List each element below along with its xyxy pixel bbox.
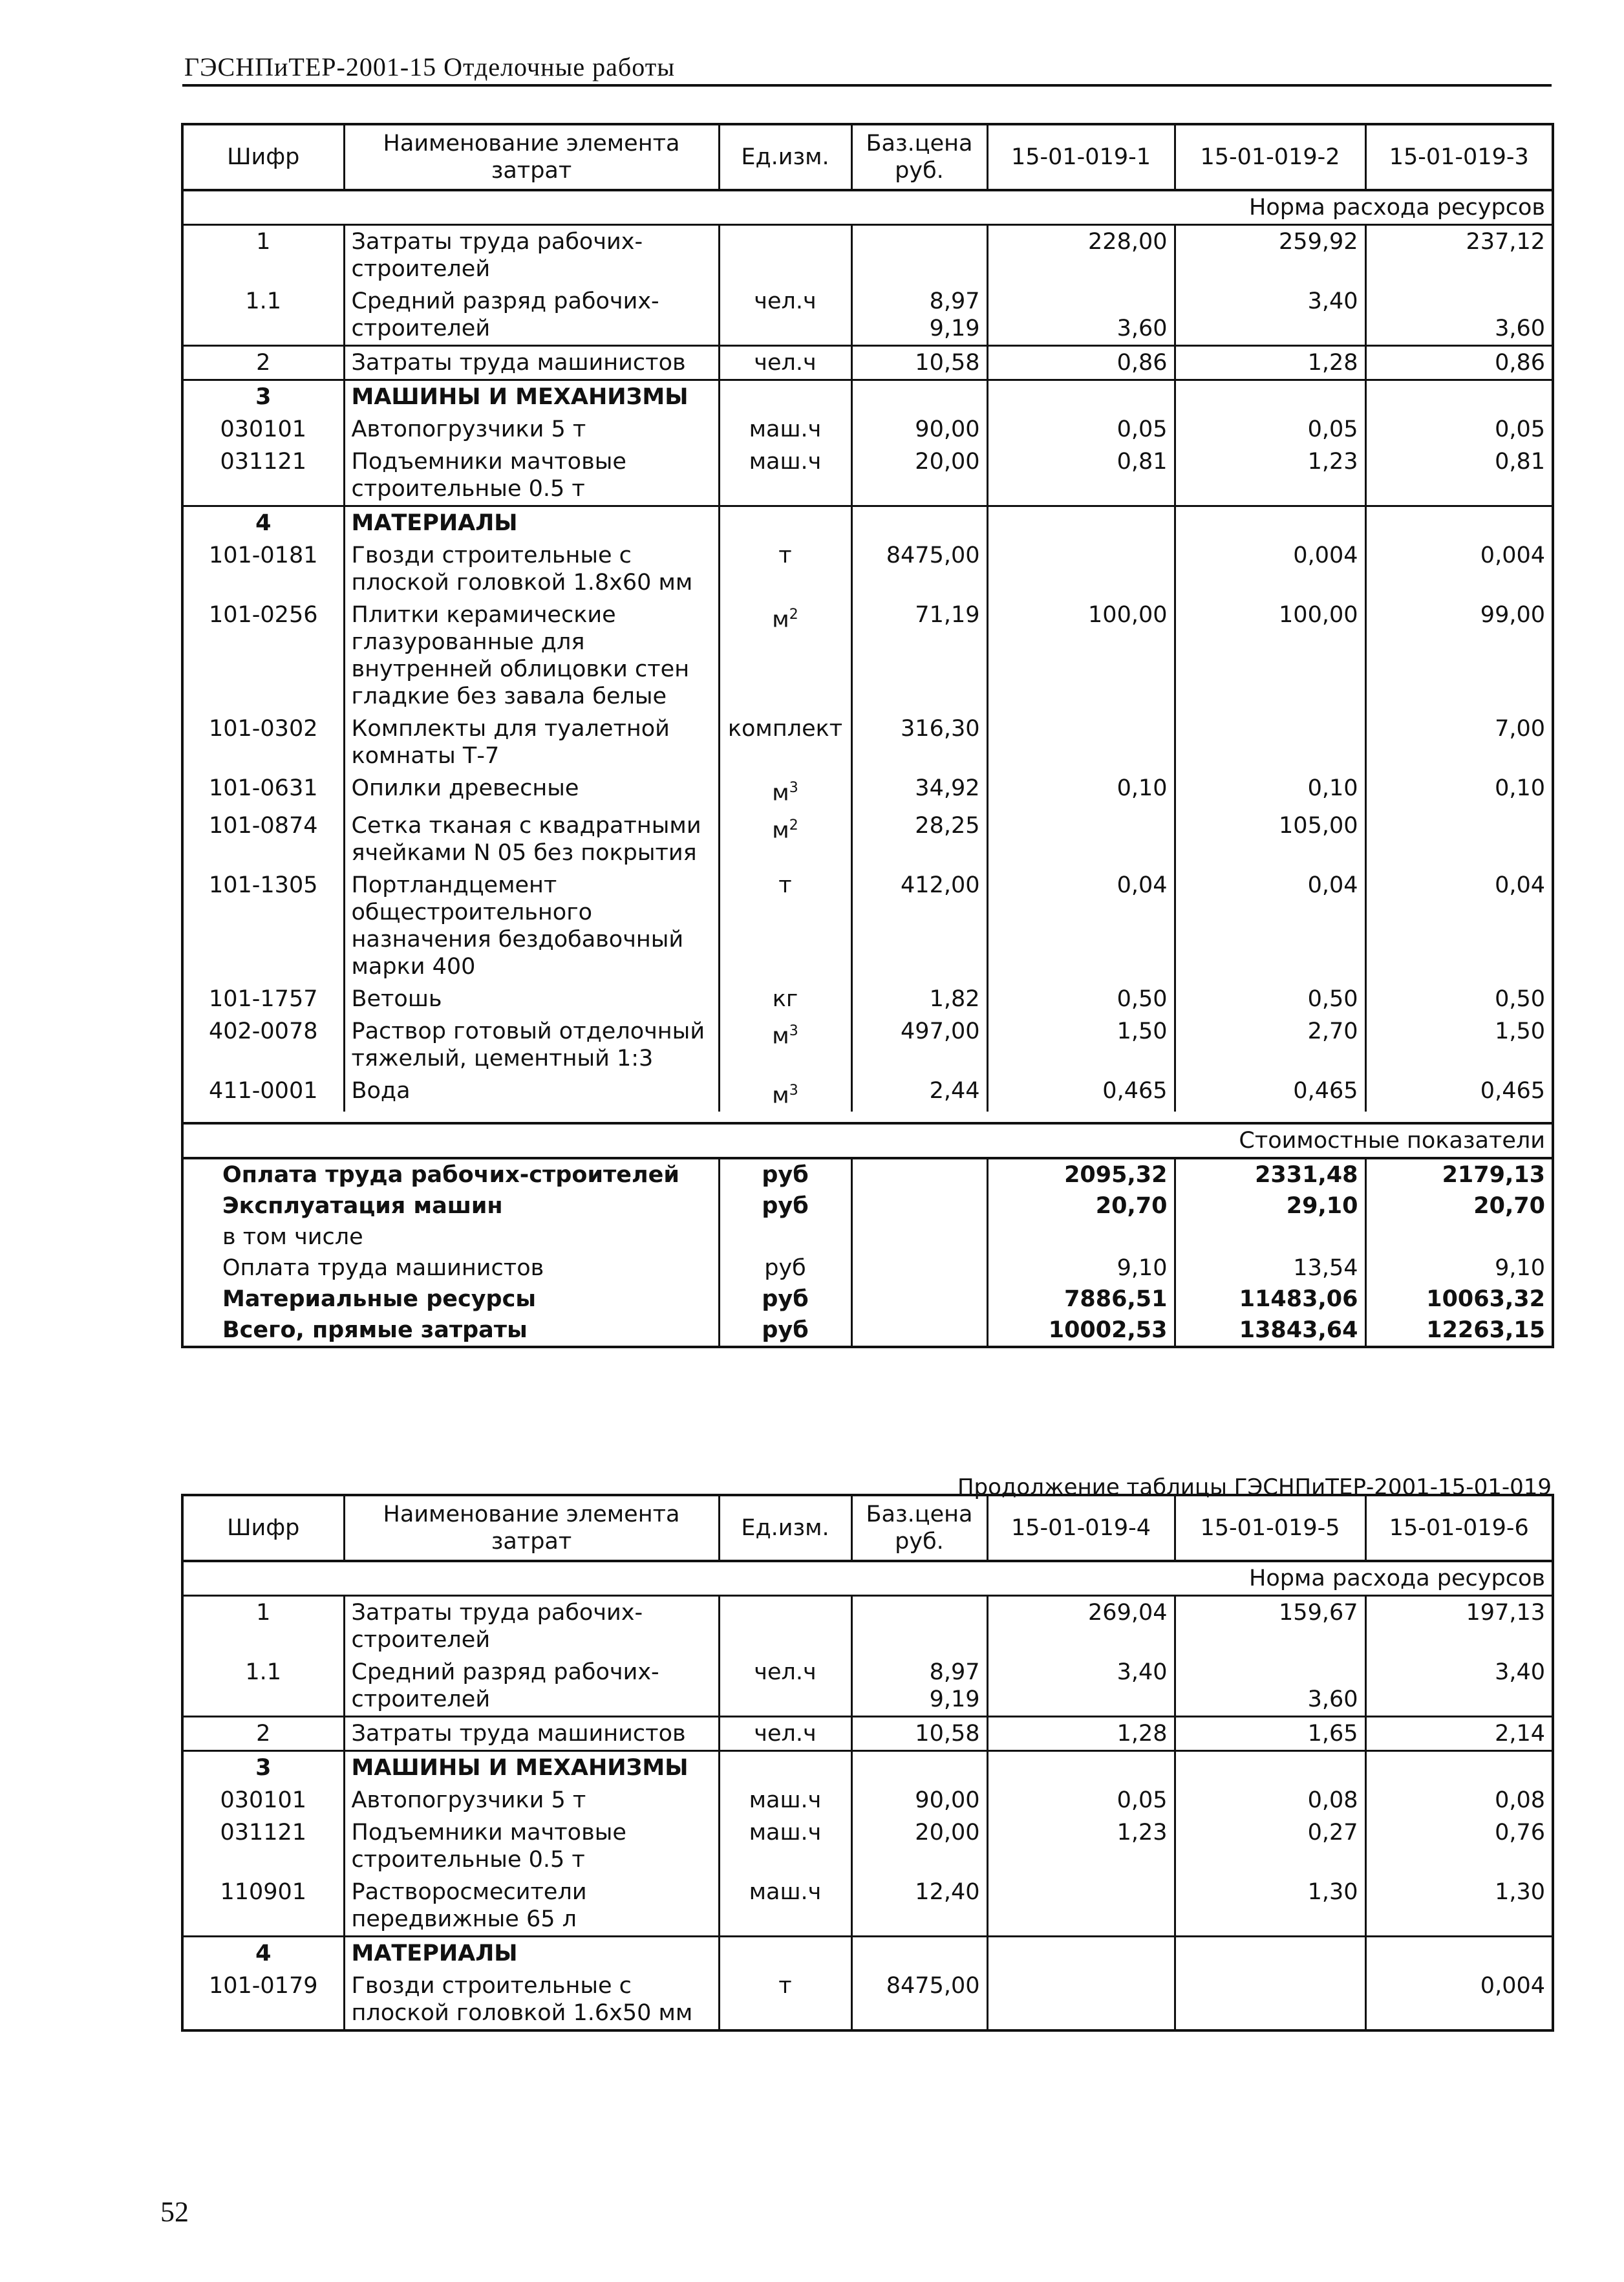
value-cell: 1,30 — [1365, 1876, 1553, 1937]
value-cell — [1365, 1656, 1553, 1717]
value-cell — [987, 1222, 1175, 1253]
value-line — [1373, 288, 1546, 315]
table-header-row — [182, 1495, 1553, 1561]
code-cell: 402-0078 — [182, 1015, 344, 1075]
col-header-unit: Ед.изм. — [719, 1495, 851, 1561]
unit-cell: $м^3$ — [719, 772, 851, 810]
col-header-unit: Ед.изм. — [719, 124, 851, 190]
name-cell: Портландцемент общестроительного назначения бездобавочный марки 400 — [344, 869, 719, 983]
total-row — [182, 1253, 1553, 1284]
value-cell: 1,65 — [1175, 1717, 1365, 1751]
value-cell — [1175, 285, 1365, 346]
unit-cell: т — [719, 869, 851, 983]
price-cell — [851, 380, 987, 414]
value-cell — [1175, 1656, 1365, 1717]
table-row — [182, 1015, 1553, 1075]
table-row — [182, 446, 1553, 506]
price-cell: 90,00 — [851, 1784, 987, 1816]
value-line: 9,19 — [929, 316, 980, 341]
value-line — [1182, 315, 1358, 342]
code-cell: 101-0302 — [182, 713, 344, 772]
value-cell: 7,00 — [1365, 713, 1553, 772]
name-cell: Затраты труда машинистов — [344, 346, 719, 380]
name-cell: Комплекты для туалетной комнаты Т-7 — [344, 713, 719, 772]
table-row — [182, 599, 1553, 713]
value-cell: 0,50 — [1365, 983, 1553, 1015]
total-label: Оплата труда рабочих-строителей — [182, 1158, 719, 1190]
unit-cell: чел.ч — [719, 346, 851, 380]
code-cell: 031121 — [182, 446, 344, 506]
value-cell: 0,05 — [987, 1784, 1175, 1816]
value-cell: 13,54 — [1175, 1253, 1365, 1284]
name-cell: Средний разряд рабочих-строителей — [344, 1656, 719, 1717]
value-cell: 0,81 — [987, 446, 1175, 506]
value-cell: 9,10 — [1365, 1253, 1553, 1284]
unit-cell: чел.ч — [719, 1656, 851, 1717]
total-row — [182, 1190, 1553, 1222]
unit-cell — [719, 1937, 851, 1970]
table-row — [182, 1876, 1553, 1937]
name-cell: МАТЕРИАЛЫ — [344, 506, 719, 540]
code-cell: 1.1 — [182, 285, 344, 346]
name-cell: Автопогрузчики 5 т — [344, 1784, 719, 1816]
col-header-4: 15-01-019-4 — [987, 1495, 1175, 1561]
table-row — [182, 1970, 1553, 2030]
value-cell: 100,00 — [1175, 599, 1365, 713]
col-header-code: Шифр — [182, 124, 344, 190]
value-cell: 0,86 — [987, 346, 1175, 380]
table-row — [182, 1075, 1553, 1112]
value-cell — [987, 285, 1175, 346]
value-cell — [987, 1970, 1175, 2030]
code-cell: 3 — [182, 1751, 344, 1785]
value-cell — [987, 1656, 1175, 1717]
col-header-1: 15-01-019-1 — [987, 124, 1175, 190]
value-cell — [1175, 506, 1365, 540]
code-cell: 030101 — [182, 1784, 344, 1816]
value-line: 8,97 — [929, 288, 980, 314]
value-cell: 0,76 — [1365, 1816, 1553, 1876]
price-cell: 412,00 — [851, 869, 987, 983]
unit-cell: руб — [719, 1190, 851, 1222]
table-row — [182, 983, 1553, 1015]
value-cell: 159,67 — [1175, 1596, 1365, 1657]
value-line — [995, 288, 1168, 315]
value-cell: 12263,15 — [1365, 1315, 1553, 1347]
value-cell: 29,10 — [1175, 1190, 1365, 1222]
table-row — [182, 506, 1553, 540]
total-label: Эксплуатация машин — [182, 1190, 719, 1222]
value-cell: 2095,32 — [987, 1158, 1175, 1190]
value-line: 3,40 — [1116, 1659, 1168, 1685]
value-line: 3,40 — [1307, 288, 1358, 314]
table-row — [182, 869, 1553, 983]
col-header-price: Баз.цена руб. — [851, 124, 987, 190]
price-cell: 12,40 — [851, 1876, 987, 1937]
value-cell: 2,14 — [1365, 1717, 1553, 1751]
value-cell — [1365, 810, 1553, 869]
value-cell — [1365, 1937, 1553, 1970]
value-cell: 99,00 — [1365, 599, 1553, 713]
col-header-5: 15-01-019-5 — [1175, 1495, 1365, 1561]
value-cell: 0,27 — [1175, 1816, 1365, 1876]
value-cell: 197,13 — [1365, 1596, 1553, 1657]
name-cell: Ветошь — [344, 983, 719, 1015]
table-row — [182, 810, 1553, 869]
col-header-name: Наименование элемента затрат — [344, 1495, 719, 1561]
price-cell: 90,00 — [851, 413, 987, 446]
banner-row — [182, 1123, 1553, 1158]
table-row — [182, 1656, 1553, 1717]
code-cell: 101-0631 — [182, 772, 344, 810]
value-cell: 2331,48 — [1175, 1158, 1365, 1190]
price-cell: 316,30 — [851, 713, 987, 772]
name-cell: Затраты труда рабочих-строителей — [344, 225, 719, 286]
value-line: 3,40 — [1495, 1659, 1545, 1685]
table-row — [182, 225, 1553, 286]
value-cell — [1365, 1751, 1553, 1785]
table-row — [182, 413, 1553, 446]
total-label: Материальные ресурсы — [182, 1284, 719, 1315]
name-cell: Плитки керамические глазурованные для внутренней облицовки стен гладкие без завала белые — [344, 599, 719, 713]
value-cell: 10063,32 — [1365, 1284, 1553, 1315]
value-cell: 0,10 — [987, 772, 1175, 810]
code-cell: 101-1305 — [182, 869, 344, 983]
value-cell: 0,465 — [1175, 1075, 1365, 1112]
price-cell: 10,58 — [851, 346, 987, 380]
value-line: 9,19 — [929, 1686, 980, 1712]
value-cell: 9,10 — [987, 1253, 1175, 1284]
spacer-cell — [182, 1112, 1553, 1123]
unit-cell: маш.ч — [719, 1816, 851, 1876]
price-cell — [851, 1751, 987, 1785]
value-cell — [1365, 1222, 1553, 1253]
col-header-6: 15-01-019-6 — [1365, 1495, 1553, 1561]
value-cell: 0,81 — [1365, 446, 1553, 506]
value-cell: 0,50 — [987, 983, 1175, 1015]
value-cell — [1175, 1751, 1365, 1785]
value-cell: 0,10 — [1175, 772, 1365, 810]
code-cell: 1.1 — [182, 1656, 344, 1717]
value-cell: 0,08 — [1365, 1784, 1553, 1816]
price-cell — [851, 1190, 987, 1222]
table-row — [182, 1816, 1553, 1876]
price-cell: 28,25 — [851, 810, 987, 869]
total-row — [182, 1222, 1553, 1253]
price-cell — [851, 1253, 987, 1284]
value-cell: 7886,51 — [987, 1284, 1175, 1315]
banner-row — [182, 1561, 1553, 1596]
name-cell: Подъемники мачтовые строительные 0.5 т — [344, 446, 719, 506]
spacer-row — [182, 1112, 1553, 1123]
value-line: 8,97 — [929, 1659, 980, 1685]
unit-cell: чел.ч — [719, 1717, 851, 1751]
value-cell — [1175, 1970, 1365, 2030]
value-cell: 100,00 — [987, 599, 1175, 713]
unit-cell — [719, 1596, 851, 1657]
table-row — [182, 1596, 1553, 1657]
col-header-code: Шифр — [182, 1495, 344, 1561]
code-cell: 4 — [182, 1937, 344, 1970]
value-cell: 1,23 — [987, 1816, 1175, 1876]
unit-exponent: 2 — [789, 817, 798, 834]
value-cell — [987, 713, 1175, 772]
price-cell: 10,58 — [851, 1717, 987, 1751]
value-cell: 0,004 — [1175, 539, 1365, 599]
price-cell — [851, 1937, 987, 1970]
name-cell: Вода — [344, 1075, 719, 1112]
unit-cell: маш.ч — [719, 413, 851, 446]
price-cell — [851, 1284, 987, 1315]
value-cell: 0,50 — [1175, 983, 1365, 1015]
unit-cell: $м^3$ — [719, 1075, 851, 1112]
code-cell: 101-0179 — [182, 1970, 344, 2030]
value-cell: 1,50 — [1365, 1015, 1553, 1075]
table-row — [182, 1717, 1553, 1751]
banner-label: Норма расхода ресурсов — [182, 190, 1553, 225]
price-cell: 71,19 — [851, 599, 987, 713]
table-row — [182, 346, 1553, 380]
value-cell: 0,04 — [1175, 869, 1365, 983]
name-cell: Гвозди строительные с плоской головкой 1.8х60 мм — [344, 539, 719, 599]
value-cell: 259,92 — [1175, 225, 1365, 286]
unit-cell: руб — [719, 1158, 851, 1190]
value-cell: 0,05 — [1175, 413, 1365, 446]
table-row — [182, 1784, 1553, 1816]
name-cell: МАШИНЫ И МЕХАНИЗМЫ — [344, 1751, 719, 1785]
unit-exponent: 2 — [789, 607, 798, 623]
total-row — [182, 1315, 1553, 1347]
banner-label: Стоимостные показатели — [182, 1123, 1553, 1158]
value-cell: 20,70 — [987, 1190, 1175, 1222]
name-cell: Средний разряд рабочих-строителей — [344, 285, 719, 346]
code-cell: 110901 — [182, 1876, 344, 1937]
unit-cell: руб — [719, 1315, 851, 1347]
total-row — [182, 1158, 1553, 1190]
price-cell — [851, 285, 987, 346]
table-row — [182, 539, 1553, 599]
value-cell: 0,08 — [1175, 1784, 1365, 1816]
value-cell: 1,30 — [1175, 1876, 1365, 1937]
col-header-name: Наименование элемента затрат — [344, 124, 719, 190]
price-cell: 8475,00 — [851, 1970, 987, 2030]
unit-cell — [719, 1751, 851, 1785]
value-cell — [1175, 380, 1365, 414]
value-line — [995, 1686, 1168, 1713]
running-header: ГЭСНПиТЕР-2001-15 Отделочные работы — [184, 52, 676, 81]
price-cell — [851, 1222, 987, 1253]
table-row — [182, 772, 1553, 810]
unit-cell — [719, 380, 851, 414]
value-line: 3,60 — [1307, 1686, 1358, 1712]
name-cell: Опилки древесные — [344, 772, 719, 810]
value-cell: 0,004 — [1365, 1970, 1553, 2030]
unit-exponent: 3 — [789, 1022, 798, 1039]
value-cell — [1175, 1937, 1365, 1970]
code-cell: 3 — [182, 380, 344, 414]
code-cell: 411-0001 — [182, 1075, 344, 1112]
price-cell: 497,00 — [851, 1015, 987, 1075]
value-cell — [987, 506, 1175, 540]
name-cell: МАТЕРИАЛЫ — [344, 1937, 719, 1970]
value-cell — [1175, 713, 1365, 772]
name-cell: Гвозди строительные с плоской головкой 1.6х50 мм — [344, 1970, 719, 2030]
value-cell — [987, 1876, 1175, 1937]
unit-cell: руб — [719, 1284, 851, 1315]
code-cell: 1 — [182, 1596, 344, 1657]
value-cell: 0,465 — [1365, 1075, 1553, 1112]
value-cell: 11483,06 — [1175, 1284, 1365, 1315]
code-cell: 101-0874 — [182, 810, 344, 869]
value-cell: 2179,13 — [1365, 1158, 1553, 1190]
header-rule — [182, 84, 1552, 87]
unit-cell: кг — [719, 983, 851, 1015]
unit-cell: комплект — [719, 713, 851, 772]
unit-cell: $м^3$ — [719, 1015, 851, 1075]
banner-label: Норма расхода ресурсов — [182, 1561, 1553, 1596]
table-header-row — [182, 124, 1553, 190]
code-cell: 031121 — [182, 1816, 344, 1876]
value-cell: 1,28 — [1175, 346, 1365, 380]
table-row — [182, 380, 1553, 414]
total-label: Оплата труда машинистов — [182, 1253, 719, 1284]
col-header-3: 15-01-019-3 — [1365, 124, 1553, 190]
value-cell — [987, 539, 1175, 599]
value-cell: 13843,64 — [1175, 1315, 1365, 1347]
unit-cell: т — [719, 539, 851, 599]
value-cell: 0,86 — [1365, 346, 1553, 380]
price-cell — [851, 1158, 987, 1190]
value-cell: 0,10 — [1365, 772, 1553, 810]
name-cell: Затраты труда рабочих-строителей — [344, 1596, 719, 1657]
unit-cell: маш.ч — [719, 1876, 851, 1937]
value-cell: 237,12 — [1365, 225, 1553, 286]
value-line: 3,60 — [1495, 316, 1545, 341]
unit-cell: чел.ч — [719, 285, 851, 346]
code-cell: 4 — [182, 506, 344, 540]
code-cell: 101-1757 — [182, 983, 344, 1015]
code-cell: 030101 — [182, 413, 344, 446]
table-row — [182, 1937, 1553, 1970]
name-cell: Сетка тканая с квадратными ячейками N 05 без покрытия — [344, 810, 719, 869]
value-cell: 0,05 — [987, 413, 1175, 446]
price-cell — [851, 506, 987, 540]
price-cell: 20,00 — [851, 1816, 987, 1876]
price-cell — [851, 225, 987, 286]
value-cell: 0,04 — [987, 869, 1175, 983]
price-cell: 2,44 — [851, 1075, 987, 1112]
unit-cell: $м^2$ — [719, 599, 851, 713]
table-row — [182, 1751, 1553, 1785]
name-cell: МАШИНЫ И МЕХАНИЗМЫ — [344, 380, 719, 414]
value-cell: 1,23 — [1175, 446, 1365, 506]
unit-exponent: 3 — [789, 1082, 798, 1099]
value-cell — [987, 1751, 1175, 1785]
value-cell: 20,70 — [1365, 1190, 1553, 1222]
value-cell: 10002,53 — [987, 1315, 1175, 1347]
value-line — [1182, 1659, 1358, 1686]
table-row — [182, 285, 1553, 346]
code-cell: 101-0181 — [182, 539, 344, 599]
value-cell — [987, 380, 1175, 414]
unit-cell — [719, 225, 851, 286]
code-cell: 101-0256 — [182, 599, 344, 713]
value-cell: 269,04 — [987, 1596, 1175, 1657]
value-cell: 105,00 — [1175, 810, 1365, 869]
table-row — [182, 713, 1553, 772]
resource-table-2 — [181, 1494, 1554, 2032]
price-cell: 20,00 — [851, 446, 987, 506]
total-row — [182, 1284, 1553, 1315]
price-cell — [851, 1656, 987, 1717]
name-cell: Подъемники мачтовые строительные 0.5 т — [344, 1816, 719, 1876]
unit-cell: маш.ч — [719, 446, 851, 506]
total-label: Всего, прямые затраты — [182, 1315, 719, 1347]
name-cell: Затраты труда машинистов — [344, 1717, 719, 1751]
unit-cell — [719, 506, 851, 540]
unit-cell: руб — [719, 1253, 851, 1284]
continuation-caption: Продолжение таблицы ГЭСНПиТЕР-2001-15-01-019 — [957, 1474, 1552, 1500]
value-line — [1373, 1686, 1546, 1713]
code-cell: 2 — [182, 346, 344, 380]
value-cell: 228,00 — [987, 225, 1175, 286]
value-cell: 0,04 — [1365, 869, 1553, 983]
price-cell — [851, 1596, 987, 1657]
price-cell — [851, 1315, 987, 1347]
price-cell: 34,92 — [851, 772, 987, 810]
total-label: в том числе — [182, 1222, 719, 1253]
value-cell: 2,70 — [1175, 1015, 1365, 1075]
name-cell: Автопогрузчики 5 т — [344, 413, 719, 446]
banner-row — [182, 190, 1553, 225]
value-cell — [1175, 1222, 1365, 1253]
value-cell: 1,28 — [987, 1717, 1175, 1751]
unit-cell: $м^2$ — [719, 810, 851, 869]
unit-exponent: 3 — [789, 780, 798, 796]
value-cell — [987, 1937, 1175, 1970]
code-cell: 1 — [182, 225, 344, 286]
col-header-price: Баз.цена руб. — [851, 1495, 987, 1561]
name-cell: Раствор готовый отделочный тяжелый, цементный 1:3 — [344, 1015, 719, 1075]
value-cell: 0,05 — [1365, 413, 1553, 446]
price-cell: 8475,00 — [851, 539, 987, 599]
value-cell — [987, 810, 1175, 869]
col-header-2: 15-01-019-2 — [1175, 124, 1365, 190]
unit-cell: т — [719, 1970, 851, 2030]
unit-cell: маш.ч — [719, 1784, 851, 1816]
value-cell — [1365, 506, 1553, 540]
price-cell: 1,82 — [851, 983, 987, 1015]
value-cell: 0,004 — [1365, 539, 1553, 599]
value-line: 3,60 — [1116, 316, 1168, 341]
name-cell: Растворосмесители передвижные 65 л — [344, 1876, 719, 1937]
page-number: 52 — [160, 2196, 189, 2228]
value-cell: 0,465 — [987, 1075, 1175, 1112]
value-cell — [1365, 285, 1553, 346]
unit-cell — [719, 1222, 851, 1253]
code-cell: 2 — [182, 1717, 344, 1751]
value-cell — [1365, 380, 1553, 414]
value-cell: 1,50 — [987, 1015, 1175, 1075]
resource-table-1 — [181, 123, 1554, 1348]
